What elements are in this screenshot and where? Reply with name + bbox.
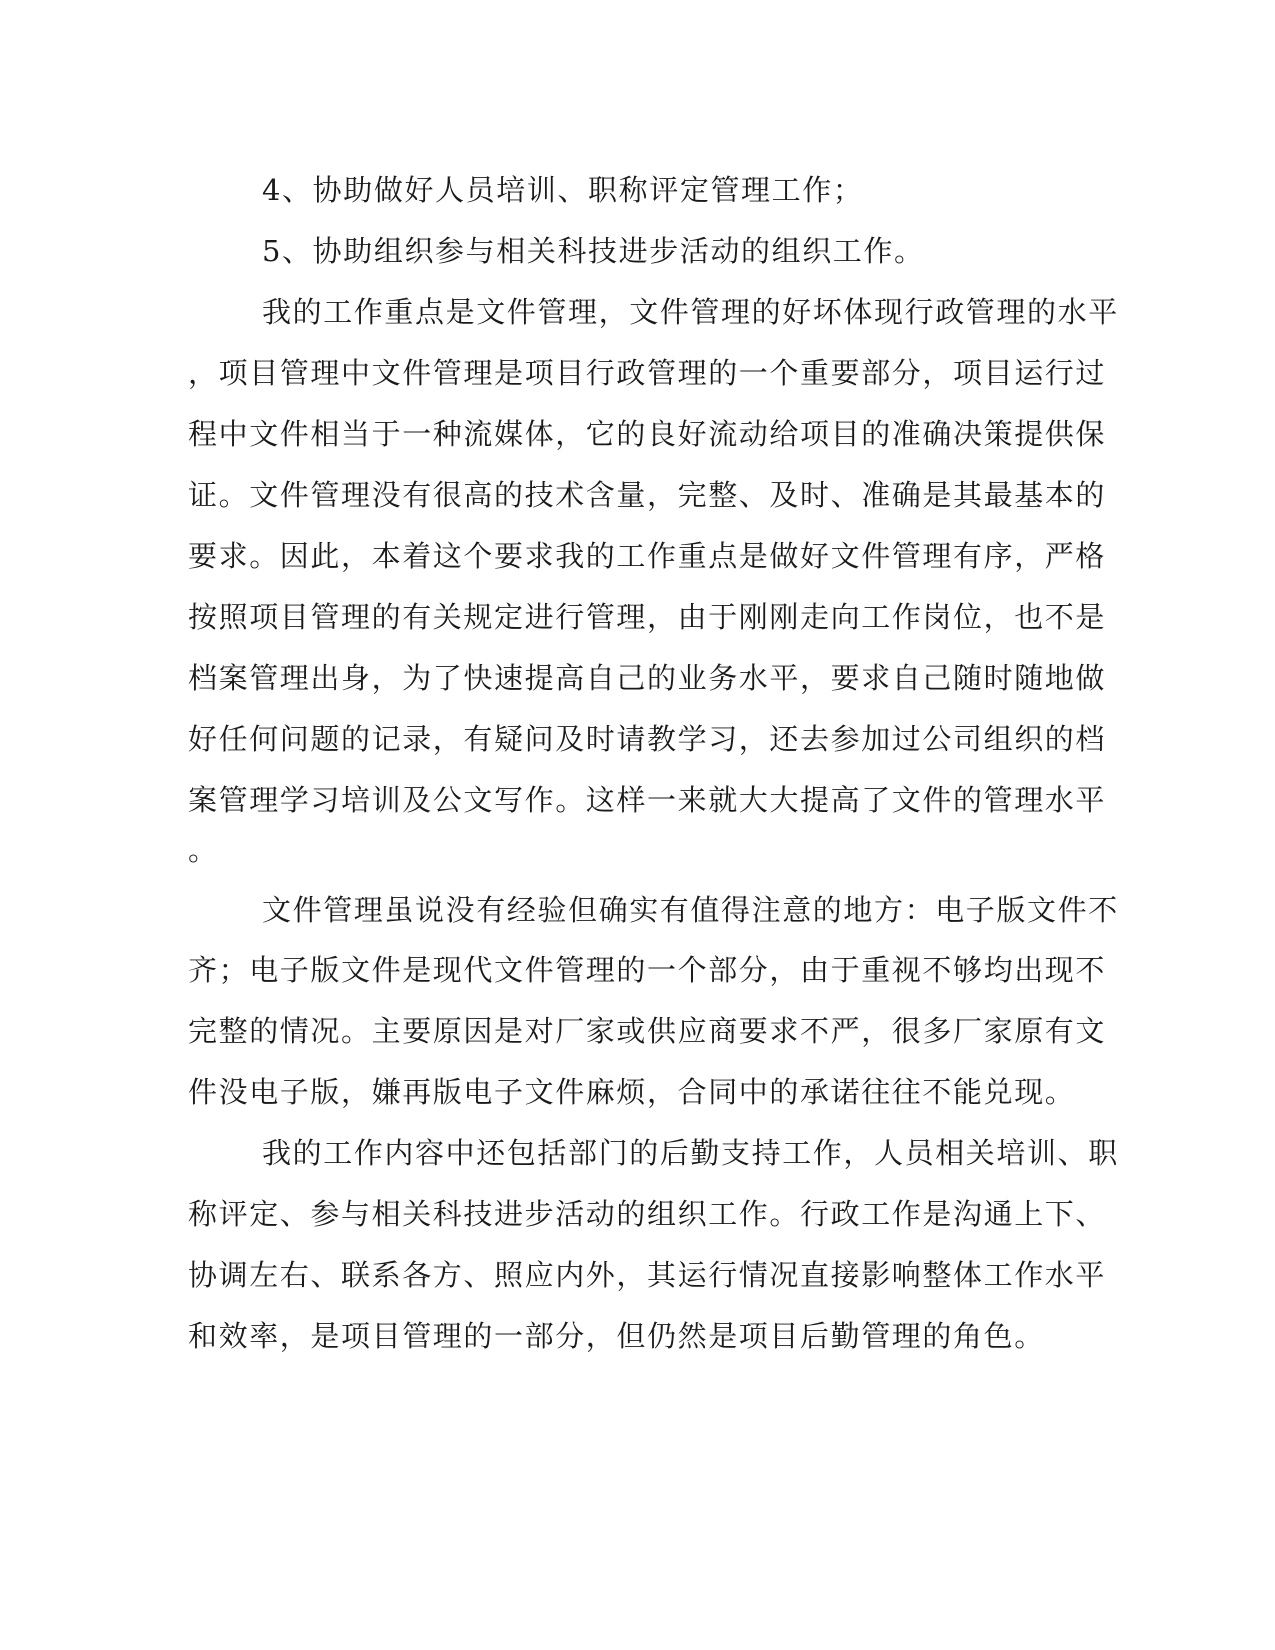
paragraph-2-line: 完整的情况。主要原因是对厂家或供应商要求不严，很多厂家原有文 xyxy=(188,1014,1107,1048)
paragraph-3-line: 协调左右、联系各方、照应内外，其运行情况直接影响整体工作水平 xyxy=(188,1258,1107,1292)
paragraph-2-line: 件没电子版，嫌再版电子文件麻烦，合同中的承诺往往不能兑现。 xyxy=(188,1075,1076,1109)
paragraph-1-line: 程中文件相当于一种流媒体，它的良好流动给项目的准确决策提供保 xyxy=(188,417,1107,451)
paragraph-1-line: 证。文件管理没有很高的技术含量，完整、及时、准确是其最基本的 xyxy=(188,478,1107,512)
paragraph-2-line: 齐；电子版文件是现代文件管理的一个部分，由于重视不够均出现不 xyxy=(188,953,1107,987)
paragraph-1-line: 档案管理出身，为了快速提高自己的业务水平，要求自己随时随地做 xyxy=(188,661,1107,695)
list-item-4: 4、协助做好人员培训、职称评定管理工作； xyxy=(262,173,864,207)
list-item-5: 5、协助组织参与相关科技进步活动的组织工作。 xyxy=(262,234,925,268)
paragraph-1-line: 按照项目管理的有关规定进行管理，由于刚刚走向工作岗位，也不是 xyxy=(188,600,1107,634)
paragraph-2-line: 文件管理虽说没有经验但确实有值得注意的地方：电子版文件不 xyxy=(262,893,1119,927)
paragraph-1-line: 。 xyxy=(188,833,219,867)
paragraph-1-line: 好任何问题的记录，有疑问及时请教学习，还去参加过公司组织的档 xyxy=(188,722,1107,756)
paragraph-1-line: 案管理学习培训及公文写作。这样一来就大大提高了文件的管理水平 xyxy=(188,783,1107,817)
paragraph-3-line: 和效率，是项目管理的一部分，但仍然是项目后勤管理的角色。 xyxy=(188,1319,1045,1353)
paragraph-3-line: 称评定、参与相关科技进步活动的组织工作。行政工作是沟通上下、 xyxy=(188,1197,1107,1231)
paragraph-1-line: 我的工作重点是文件管理，文件管理的好坏体现行政管理的水平 xyxy=(262,295,1119,329)
paragraph-1-line: 要求。因此，本着这个要求我的工作重点是做好文件管理有序，严格 xyxy=(188,539,1107,573)
paragraph-1-line: ，项目管理中文件管理是项目行政管理的一个重要部分，项目运行过 xyxy=(188,356,1107,390)
paragraph-3-line: 我的工作内容中还包括部门的后勤支持工作，人员相关培训、职 xyxy=(262,1136,1119,1170)
